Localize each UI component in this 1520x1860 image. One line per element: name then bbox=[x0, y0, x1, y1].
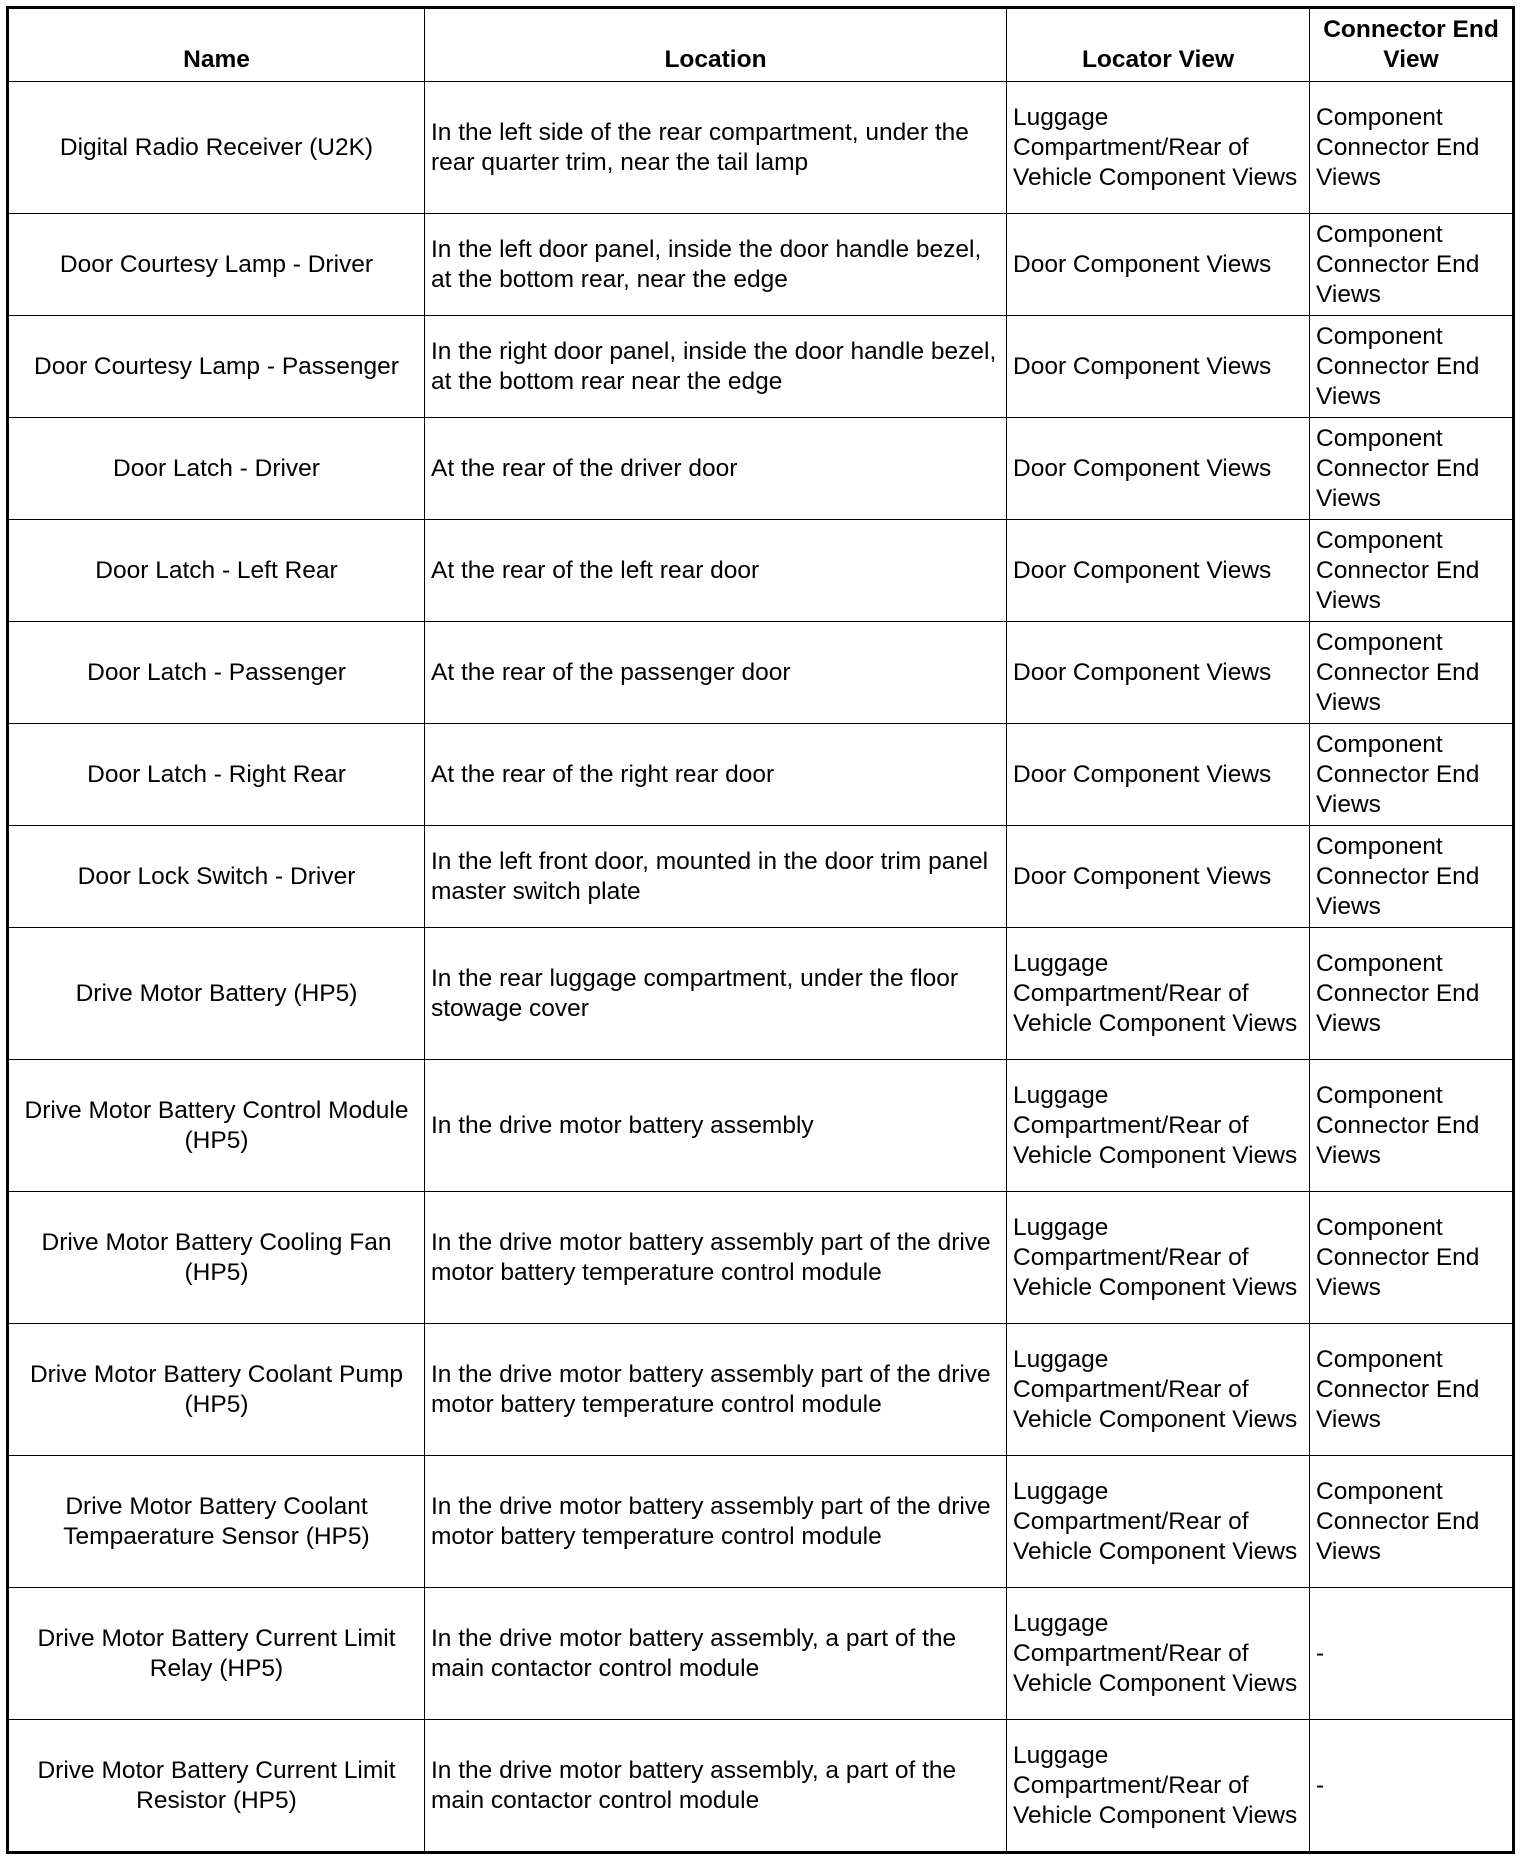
component-location: In the drive motor battery assembly bbox=[425, 1060, 1007, 1192]
locator-view: Door Component Views bbox=[1007, 316, 1310, 418]
locator-view: Door Component Views bbox=[1007, 724, 1310, 826]
component-location: In the drive motor battery assembly part of the drive motor battery temperature control module bbox=[425, 1192, 1007, 1324]
locator-view: Door Component Views bbox=[1007, 826, 1310, 928]
component-name: Drive Motor Battery Control Module (HP5) bbox=[8, 1060, 425, 1192]
connector-end-view: Component Connector End Views bbox=[1310, 82, 1514, 214]
locator-view: Door Component Views bbox=[1007, 214, 1310, 316]
locator-view: Luggage Compartment/Rear of Vehicle Component Views bbox=[1007, 1588, 1310, 1720]
connector-end-view: Component Connector End Views bbox=[1310, 724, 1514, 826]
component-name: Door Latch - Driver bbox=[8, 418, 425, 520]
component-location: At the rear of the driver door bbox=[425, 418, 1007, 520]
connector-end-view: - bbox=[1310, 1720, 1514, 1853]
header-row bbox=[8, 8, 1514, 82]
component-name: Door Courtesy Lamp - Passenger bbox=[8, 316, 425, 418]
locator-view: Luggage Compartment/Rear of Vehicle Component Views bbox=[1007, 82, 1310, 214]
component-location: In the left door panel, inside the door handle bezel, at the bottom rear, near the edge bbox=[425, 214, 1007, 316]
table-row bbox=[8, 826, 1514, 928]
component-location: In the rear luggage compartment, under the floor stowage cover bbox=[425, 928, 1007, 1060]
connector-end-view: Component Connector End Views bbox=[1310, 826, 1514, 928]
connector-end-view: Component Connector End Views bbox=[1310, 1324, 1514, 1456]
table-row bbox=[8, 1060, 1514, 1192]
locator-view: Door Component Views bbox=[1007, 622, 1310, 724]
component-location: In the drive motor battery assembly part of the drive motor battery temperature control module bbox=[425, 1456, 1007, 1588]
component-name: Drive Motor Battery Current Limit Resistor (HP5) bbox=[8, 1720, 425, 1853]
component-name: Drive Motor Battery Current Limit Relay (HP5) bbox=[8, 1588, 425, 1720]
component-locator-table bbox=[6, 6, 1515, 1854]
header-location: Location bbox=[425, 8, 1007, 82]
locator-view: Luggage Compartment/Rear of Vehicle Component Views bbox=[1007, 1192, 1310, 1324]
locator-view: Door Component Views bbox=[1007, 520, 1310, 622]
component-location: In the left front door, mounted in the door trim panel master switch plate bbox=[425, 826, 1007, 928]
component-name: Door Latch - Passenger bbox=[8, 622, 425, 724]
component-location: At the rear of the passenger door bbox=[425, 622, 1007, 724]
component-location: In the left side of the rear compartment, under the rear quarter trim, near the tail lamp bbox=[425, 82, 1007, 214]
table-row bbox=[8, 928, 1514, 1060]
locator-view: Luggage Compartment/Rear of Vehicle Component Views bbox=[1007, 928, 1310, 1060]
component-location: In the drive motor battery assembly, a part of the main contactor control module bbox=[425, 1588, 1007, 1720]
table-row bbox=[8, 316, 1514, 418]
locator-view: Door Component Views bbox=[1007, 418, 1310, 520]
locator-view: Luggage Compartment/Rear of Vehicle Component Views bbox=[1007, 1324, 1310, 1456]
component-name: Drive Motor Battery Coolant Tempaerature Sensor (HP5) bbox=[8, 1456, 425, 1588]
component-location: In the drive motor battery assembly, a part of the main contactor control module bbox=[425, 1720, 1007, 1853]
table-row bbox=[8, 520, 1514, 622]
connector-end-view: Component Connector End Views bbox=[1310, 622, 1514, 724]
connector-end-view: Component Connector End Views bbox=[1310, 214, 1514, 316]
connector-end-view: Component Connector End Views bbox=[1310, 316, 1514, 418]
connector-end-view: Component Connector End Views bbox=[1310, 1192, 1514, 1324]
table-row bbox=[8, 1324, 1514, 1456]
component-location: At the rear of the left rear door bbox=[425, 520, 1007, 622]
component-location: In the drive motor battery assembly part of the drive motor battery temperature control module bbox=[425, 1324, 1007, 1456]
locator-view: Luggage Compartment/Rear of Vehicle Component Views bbox=[1007, 1456, 1310, 1588]
component-name: Digital Radio Receiver (U2K) bbox=[8, 82, 425, 214]
table-row bbox=[8, 724, 1514, 826]
connector-end-view: - bbox=[1310, 1588, 1514, 1720]
table-row bbox=[8, 1456, 1514, 1588]
component-name: Door Lock Switch - Driver bbox=[8, 826, 425, 928]
connector-end-view: Component Connector End Views bbox=[1310, 1456, 1514, 1588]
connector-end-view: Component Connector End Views bbox=[1310, 418, 1514, 520]
connector-end-view: Component Connector End Views bbox=[1310, 1060, 1514, 1192]
component-name: Drive Motor Battery Coolant Pump (HP5) bbox=[8, 1324, 425, 1456]
table-row bbox=[8, 622, 1514, 724]
component-name: Door Courtesy Lamp - Driver bbox=[8, 214, 425, 316]
table-row bbox=[8, 82, 1514, 214]
connector-end-view: Component Connector End Views bbox=[1310, 520, 1514, 622]
table-row bbox=[8, 418, 1514, 520]
locator-view: Luggage Compartment/Rear of Vehicle Component Views bbox=[1007, 1060, 1310, 1192]
locator-view: Luggage Compartment/Rear of Vehicle Component Views bbox=[1007, 1720, 1310, 1853]
table-row bbox=[8, 1588, 1514, 1720]
component-location: At the rear of the right rear door bbox=[425, 724, 1007, 826]
header-connector-end-view: Connector End View bbox=[1310, 8, 1514, 82]
table-row bbox=[8, 214, 1514, 316]
component-name: Door Latch - Left Rear bbox=[8, 520, 425, 622]
header-name: Name bbox=[8, 8, 425, 82]
table-row bbox=[8, 1192, 1514, 1324]
connector-end-view: Component Connector End Views bbox=[1310, 928, 1514, 1060]
component-name: Drive Motor Battery Cooling Fan (HP5) bbox=[8, 1192, 425, 1324]
table-row bbox=[8, 1720, 1514, 1853]
component-name: Door Latch - Right Rear bbox=[8, 724, 425, 826]
header-locator-view: Locator View bbox=[1007, 8, 1310, 82]
component-location: In the right door panel, inside the door handle bezel, at the bottom rear near the edge bbox=[425, 316, 1007, 418]
component-name: Drive Motor Battery (HP5) bbox=[8, 928, 425, 1060]
